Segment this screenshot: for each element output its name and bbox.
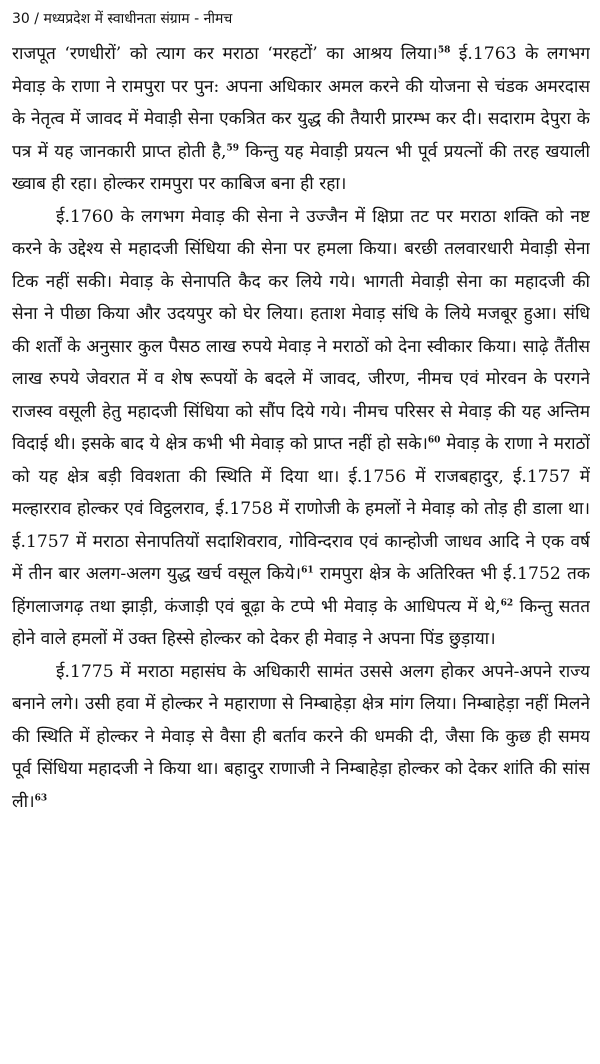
header-title: मध्यप्रदेश में स्वाधीनता संग्राम - नीमच bbox=[43, 11, 233, 27]
body-text bbox=[12, 38, 590, 818]
paragraph-text: किन्तु यह मेवाड़ी प्रयत्न भी पूर्व प्रयत्नों की तरह खयाली ख्वाब ही रहा। होल्कर रामपुरा पर काबिज बना ही रहा। bbox=[12, 141, 590, 194]
header-separator: / bbox=[34, 11, 39, 27]
paragraph bbox=[12, 656, 590, 819]
paragraph-text: मेवाड़ के राणा ने मराठों को यह क्षेत्र बड़ी विवशता की स्थिति में दिया था। ई.1756 में राजबहादुर, ई.1757 में मल्हारराव होल्कर एवं विट्ठलराव, ई.1758 में राणोजी के हमलों ने मेवाड़ को तोड़ ही डाला था। ई.1757 में मराठा सेनापतियों सदाशिवराव, गोविन्दराव एवं कान्होजी जाधव आदि ने एक वर्ष में तीन बार अलग-अलग युद्ध खर्च वसूल किये। bbox=[12, 434, 590, 584]
paragraph-text: किन्तु सतत होने वाले हमलों में उक्त हिस्से होल्कर को देकर ही मेवाड़ ने अपना पिंड छुड़ाया। bbox=[12, 596, 590, 649]
paragraph bbox=[12, 38, 590, 201]
book-page bbox=[12, 8, 590, 1056]
paragraph bbox=[12, 201, 590, 656]
footnote-marker: 59 bbox=[226, 142, 239, 153]
footnote-marker: 58 bbox=[437, 45, 451, 56]
footnote-marker: 63 bbox=[34, 792, 48, 803]
paragraph-text: रामपुरा क्षेत्र के अतिरिक्त भी ई.1752 तक हिंगलाजगढ़ तथा झाड़ी, कंजाड़ी एवं बूढ़ा के टप्पे भी मेवाड़ के आधिपत्य में थे, bbox=[12, 564, 590, 617]
paragraph-text: राजपूत ‘रणधीरों’ को त्याग कर मराठा ‘मरहटों’ का आश्रय लिया। bbox=[12, 44, 438, 64]
running-header bbox=[12, 8, 590, 30]
paragraph-text: ई.1763 के लगभग मेवाड़ के राणा ने रामपुरा पर पुन: अपना अधिकार अमल करने की योजना से चंडक अमरदास के नेतृत्व में जावद में मेवाड़ी सेना एकत्रित कर युद्ध की तैयारी प्रारम्भ कर दी। सदाराम देपुरा के पत्र में यह जानकारी प्राप्त होती है, bbox=[12, 44, 590, 162]
footnote-marker: 62 bbox=[500, 597, 514, 608]
paragraph-text: ई.1760 के लगभग मेवाड़ की सेना ने उज्जैन में क्षिप्रा तट पर मराठा शक्ति को नष्ट करने के उद्देश्य से महादजी सिंधिया की सेना पर हमला किया। बरछी तलवारधारी मेवाड़ी सेना टिक नहीं सकी। मेवाड़ के सेनापति कैद कर लिये गये। भागती मेवाड़ी सेना का महादजी की सेना ने पीछा किया और उदयपुर को घेर लिया। हताश मेवाड़ संधि के लिये मजबूर हुआ। संधि की शर्तों के अनुसार कुल पैसठ लाख रुपये मेवाड़ ने मराठों को देना स्वीकार किया। साढ़े तैंतीस लाख रुपये जेवरात में व शेष रूपयों के बदले में जावद, जीरण, नीमच एवं मोरवन के परगने राजस्व वसूली हेतु महादजी सिंधिया को सौंप दिये गये। नीमच परिसर से मेवाड़ की यह अन्तिम विदाई थी। इसके बाद ये क्षेत्र कभी भी मेवाड़ को प्राप्त नहीं हो सके। bbox=[12, 206, 590, 454]
page-number: 30 bbox=[12, 11, 30, 27]
footnote-marker: 61 bbox=[301, 565, 314, 576]
paragraph-text: ई.1775 में मराठा महासंघ के अधिकारी सामंत उससे अलग होकर अपने-अपने राज्य बनाने लगे। उसी हवा में होल्कर ने महाराणा से निम्बाहेड़ा क्षेत्र मांग लिया। निम्बाहेड़ा नहीं मिलने की स्थिति में होल्कर ने मेवाड़ से वैसा ही बर्ताव करने की धमकी दी, जैसा कि कुछ ही समय पूर्व सिंधिया महादजी ने किया था। बहादुर राणाजी ने निम्बाहेड़ा होल्कर को देकर शांति की सांस ली। bbox=[12, 661, 590, 812]
footnote-marker: 60 bbox=[427, 435, 441, 446]
